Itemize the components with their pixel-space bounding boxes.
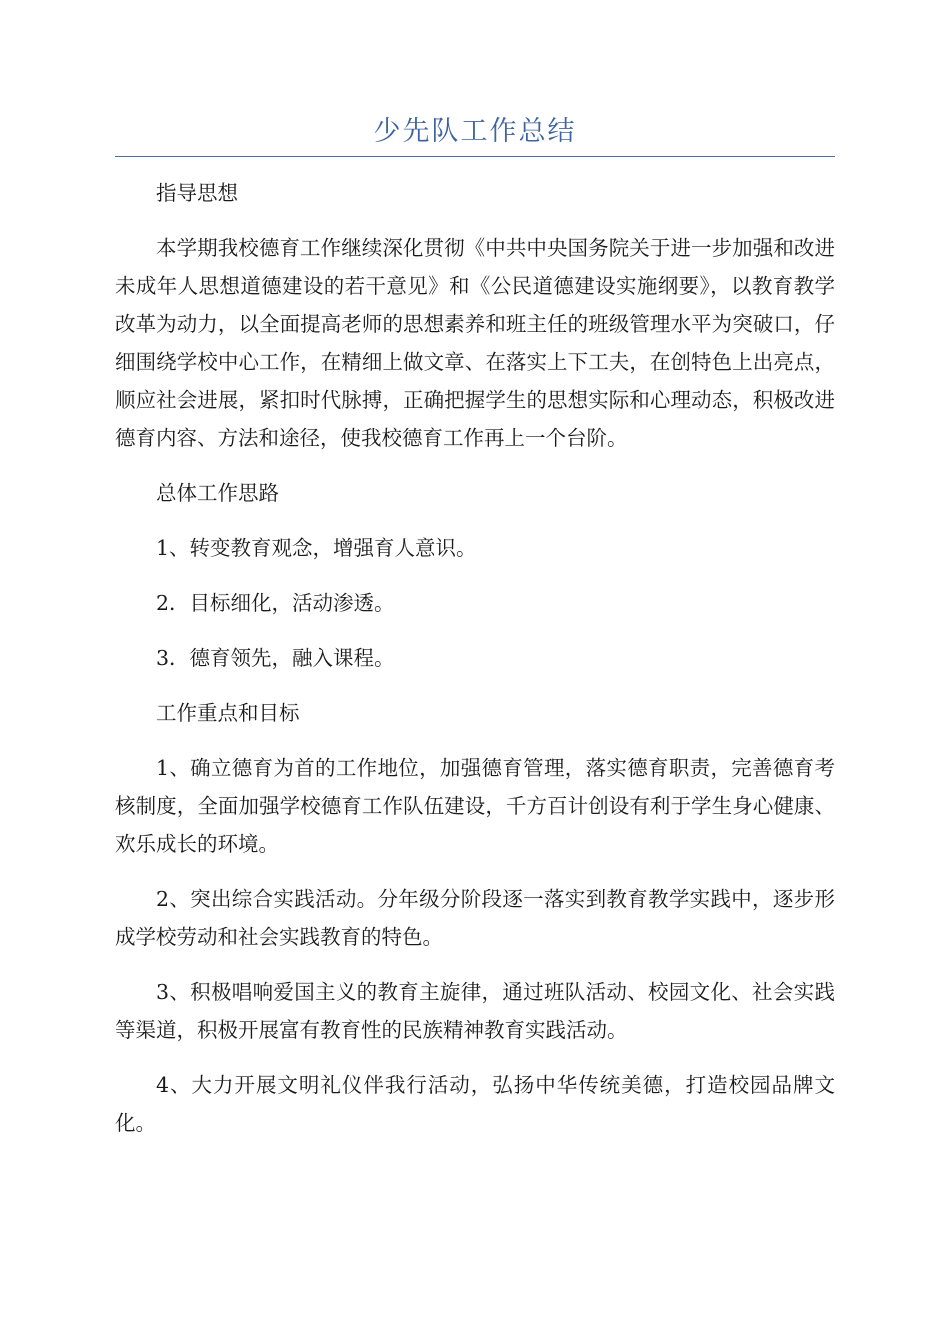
document-title: 少先队工作总结 [373,116,577,147]
document-body [115,174,835,1159]
title-block [115,112,835,157]
list-item-approach-3: 3．德育领先，融入课程。 [156,646,395,670]
list-item-approach-2: 2．目标细化，活动渗透。 [156,591,395,615]
paragraph-goal-1: 1、确立德育为首的工作地位，加强德育管理，落实德育职责，完善德育考核制度，全面加强学校德育工作队伍建设，千方百计创设有利于学生身心健康、欢乐成长的环境。 [115,756,835,856]
section-heading-overall-approach: 总体工作思路 [156,481,279,505]
paragraph-goal-2: 2、突出综合实践活动。分年级分阶段逐一落实到教育教学实践中，逐步形成学校劳动和社会实践教育的特色。 [115,887,835,949]
paragraph-goal-4: 4、大力开展文明礼仪伴我行活动，弘扬中华传统美德，打造校园品牌文化。 [115,1073,835,1135]
section-heading-guiding-thought: 指导思想 [156,181,238,205]
paragraph-goal-3: 3、积极唱响爱国主义的教育主旋律，通过班队活动、校园文化、社会实践等渠道，积极开展富有教育性的民族精神教育实践活动。 [115,980,835,1042]
list-item-approach-1: 1、转变教育观念，增强育人意识。 [156,536,477,560]
paragraph-guiding-thought: 本学期我校德育工作继续深化贯彻《中共中央国务院关于进一步加强和改进未成年人思想道德建设的若干意见》和《公民道德建设实施纲要》，以教育教学改革为动力，以全面提高老师的思想素养和班主任的班级管理水平为突破口，仔细围绕学校中心工作，在精细上做文章、在落实上下工夫，在创特色上出亮点，顺应社会进展，紧扣时代脉搏，正确把握学生的思想实际和心理动态，积极改进德育内容、方法和途径，使我校德育工作再上一个台阶。 [115,236,835,450]
section-heading-key-goals: 工作重点和目标 [156,701,300,725]
